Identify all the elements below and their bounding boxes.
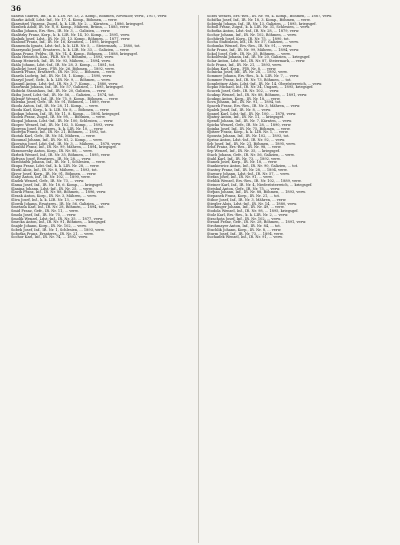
list-item: Slama Josef, Inf., IR. Nr. 18, 6. Komp., ... kriegsgef.: [11, 182, 103, 187]
list-item: Suchanek Wenzel, Inf., IR. Nr. 91, ... verw.: [207, 235, 283, 240]
list-item: Sohr Franz, Inf., IR. Nr. 99, Mähren, ... 1894, verw.: [207, 47, 300, 52]
list-item: Skoda Anton, Inf., IR. Nr. 28, 11. Komp., ... verw.: [11, 104, 99, 108]
list-item: Skolek Franz, Zugsf., IR. Nr. 98, ... Böhmen, ... verw.: [11, 115, 106, 120]
list-item: Stiegler Alois, Ldst.-Inf., IR. Nr. 14, ... 1880, verw.: [207, 201, 297, 206]
list-item: Spalek Josef, Inf., IR. Nr. 8, ... verw.: [207, 107, 272, 112]
list-item: Skopal Johann, Ldst.-Inf., IR. Nr. 100, Schlesien, ... verw.: [11, 119, 114, 123]
list-item: Sokolowski Johann, Inf., IR. Nr. 20, Galizien, ... kriegsgef.: [207, 55, 311, 60]
list-item: Strohmayer Anton, Inf., IR. Nr. 84, ... tot.: [207, 224, 281, 228]
list-item: Skaloud Franz, Inf., IR. Nr. 16, Kroatien, ... 1895, kriegsgef.: [11, 40, 119, 45]
list-item: Solnicka Josef, Inf., IR. Nr. 28, ... 1892, verw.: [207, 70, 288, 75]
list-item: Skibicki Stanislaus, Inf., IR. Nr. 20, Galizien, ... verw.: [11, 89, 107, 93]
list-item: Skaupil Anton, Ldst.-Inf., IR. Nr. 3, 7. Komp., ... 1880, verw.: [11, 81, 119, 86]
list-item: Srb Josef, Inf., IR. Nr. 21, Böhmen, ... 1895, verw.: [207, 141, 296, 146]
list-item: Sochůrek Josef, Korp., IR. Nr. 75, ... 1890, tot.: [207, 36, 290, 41]
list-item: Srba Franz, Ers.-Res., IR. Nr. 98, ... verw.: [207, 145, 282, 150]
list-item: Smrcka Anton, Inf., IR. Nr. 91, Böhmen, ... kriegsgef.: [11, 220, 107, 225]
list-item: Sonnleitner Alois, Ldst.-Inf., IR. Nr. 14, Oberösterreich, ... verw.: [207, 81, 323, 86]
list-item: Skopec Wenzel, Inf., IR. Nr. 102, 5. Komp., ... 1893, verw.: [11, 122, 115, 127]
list-item: Skoda Karl, Korp., k. k. LIR. Nr. 8, ... Böhmen, ... verw.: [11, 107, 110, 112]
list-item: Stehlik Wenzel, Ers.-Res., IR. Nr. 102, ... 1889, verw.: [207, 179, 302, 183]
list-item: Stastny Franz, Inf., IR. Nr. 28, ... 1894, verw.: [207, 167, 288, 172]
list-item: Sopko Michael, Inf., IR. Nr. 34, Ungarn, ... 1895, kriegsgef.: [207, 85, 314, 90]
list-item: Sliva Josef, Inf., k. k. LIR. Nr. 13, ... verw.: [11, 197, 86, 202]
list-item: Solar Anton, Ldst.-Inf., IR. Nr. 87, Steiermark, ... verw.: [207, 59, 306, 63]
list-item: Skarek Franz, Ersatzres., IR. Nr. 102, ... Böhmen, ... verw.: [11, 70, 116, 75]
list-item: Sokol Josef, Gefr., IR. Nr. 35, Böhmen, ... verw.: [207, 51, 291, 56]
list-item: Stawarz Johann, Ldst.-Inf., IR. Nr. 57, ... verw.: [207, 171, 290, 176]
list-item: Skamenda Ignatz, Ldst.-Inf., k. k. LIR. Nr. 5, ... Steiermark, ... 1880, tot.: [11, 44, 141, 48]
list-item: Soucek Josef, Gefr., IR. Nr. 102, ... verw.: [207, 89, 280, 93]
list-item: Skalka Johann, Ers.-Res., IR. Nr. 3, ... Galizien, ... verw.: [11, 29, 111, 33]
list-item: Skaryd Josef, Gefr., k. k. LIR. Nr. 9, ... Böhmen, ... verw.: [11, 77, 111, 82]
list-item: Stepan Johann, Inf., IR. Nr. 88, Böhmen, ... 1893, verw.: [207, 190, 306, 195]
list-item: Skalický Josef, Korp., FJB. Nr. 26, Böhmen, ... 1892, verw.: [11, 66, 115, 71]
list-item: Spousta Johann, Inf., IR. Nr. 102, ... 1893, tot.: [207, 134, 290, 138]
list-item: Skořepa Franz, Inf., IR. Nr. 21, Böhmen, ... 1892, tot.: [11, 130, 107, 135]
list-item: Stepanek Franz, Korp., IR. Nr. 21, ... tot.: [207, 194, 281, 198]
list-item: Spendl Johann, Inf., IR. Nr. 7, Kärnten, ... verw.: [207, 119, 293, 123]
list-item: Skarke Adolf, Ldst.-Inf., Nr. 17, 4. Komp., Böhmen, ... verw.: [11, 17, 118, 22]
list-item: Spinka Josef, Inf., IR. Nr. 75, Böhmen, ... verw.: [207, 126, 291, 131]
list-item: Soldan Karl, Korp., FJB. Nr. 8, ... verw.: [207, 66, 277, 71]
list-item: Soukup Wenzel, Inf., IR. Nr. 88, Böhmen, ... 1891, verw.: [207, 92, 308, 97]
list-item: Skoumal Johann, Inf., IR. Nr. 81, 2. Komp., ... verw.: [11, 137, 103, 142]
list-item: Spacek Franz, Ers.-Res., IR. Nr. 3, Mähren, ... verw.: [207, 104, 301, 108]
list-item: Skramovsky Anton, Korp., IR. Nr. 88, ... verw.: [11, 149, 93, 153]
list-item: Skála Johann, Ldst.-Inf., IR. Nr. 28, 3. Komp., ... 1881, tot.: [11, 62, 116, 67]
list-item: Skarda Ludwig, Inf., IR. Nr. 18, 1. Komp., ... 1890, verw.: [11, 74, 113, 78]
list-item: Skasa Franz, Feldw., IR. Nr. 74, 4. Komp., Böhmen, ... 1888, kriegsgef.: [11, 51, 138, 56]
list-item: Solc Franz, Inf., IR. Nr. 21, ... 1893, verw.: [207, 62, 282, 67]
list-item: Slabý Anton, Inf., IR. Nr. 102, ... 1890, verw.: [11, 175, 91, 180]
list-item: Sobieski Johann, Inf., IR. Nr. 13, Galizien, ... 1895, kriegsgef.: [207, 21, 317, 26]
list-item: Stejskal Anton, Gefr., IR. Nr. 75, ... verw.: [207, 186, 281, 191]
list-item: Slanina Johann, Ldst.-Inf., IR. Nr. 25, ... verw.: [11, 186, 93, 191]
list-item: Skrbek Wenzel, Inf., IR. Nr. 35, Böhmen, ... 1895, verw.: [11, 152, 111, 157]
list-item: Slezak Anton, Korp., IR. Nr. 3, Mähren, ... verw.: [11, 194, 97, 198]
list-item: Skiba Josef, Ldst.-Inf., IR. Nr. 56, ... Galizien, ... 1874, tot.: [11, 92, 115, 97]
list-item: Skokan Johann, Inf., IR. Nr. 11, 8. Komp., ... 1894, kriegsgef.: [11, 111, 121, 116]
list-item: Smola Josef, Inf., IR. Nr. 75, ... verw.: [11, 212, 77, 217]
list-item: Slavik Franz, Inf., IR. Nr. 88, Böhmen, ... 1896, verw.: [11, 190, 107, 195]
list-item: Skovajsa Josef, Ldst.-Inf., IR. Nr. 3, ... Mähren, ... 1878, verw.: [11, 141, 122, 146]
list-item: Skrabek Adolf, IR. Nr. 8, 8. Komp., Mähren, Brünn, ... 1885, verw.: [11, 25, 130, 30]
list-item: Spitzer Franz, Korp., k. k. LIR. Nr. 1, ... verw.: [207, 130, 289, 135]
list-item: Stockinger Johann, Inf., IR. Nr. 49, ... verw.: [207, 205, 285, 210]
list-item: Sobotka Franz, Ersatzres., IR. Nr. 21, ... verw.: [11, 231, 94, 236]
list-item: Skvor Josef, Korp., IR. Nr. 91, Böhmen, ... verw.: [11, 171, 97, 176]
list-item: Sodomka Wenzel, Ers.-Res., IR. Nr. 91, ... verw.: [207, 44, 293, 48]
list-item: Skarzynski Josef, Ersatzres., k. k. LIR. Nr. 33, ... Galizien, ... verw.: [11, 47, 130, 52]
list-item: Soboll Franz, Zugsf., k. k. LIR. Nr. 31, Schlesien, ... verw.: [207, 25, 310, 30]
list-item: Smolik Wenzel, Ldst.-Inf., IR. Nr. 35, ... 1877, verw.: [11, 216, 104, 221]
list-item: Sochor Johann, Inf., IR. Nr. 102, Böhmen, ... verw.: [207, 32, 297, 37]
list-item: Stefan Josef, Inf., IR. Nr. 91, ... verw.: [207, 175, 273, 180]
list-item: Smid Franz, Gefr., IR. Nr. 11, ... verw.: [11, 209, 79, 213]
list-item: Spatný Anton, Inf., IR. Nr. 11, ... kriegsgef.: [207, 115, 284, 120]
list-item: Spicka Wenzel, Gefr., IR. Nr. 28, ... 1890, verw.: [207, 122, 292, 127]
list-item: Sturm Josef, Inf., IR. Nr. 73, ... 1894, verw.: [207, 231, 284, 236]
list-item: Skaup Heinrich, Inf., IR. Nr. 93, Mähren, ... 1894, verw.: [11, 59, 112, 63]
list-item: Strachota Josef, Inf., IR. Nr. 102, ... verw.: [207, 216, 281, 221]
list-item: Skorepa Josef, Ersatzres., k. k. LIR. Nr. 10, ... verw.: [11, 126, 104, 131]
list-item: Skotak Karl, Gefr., IR. Nr. 54, Mähren, ... verw.: [11, 134, 96, 138]
list-item: Stahl Karl, Inf., IR. Nr. 73, ... 1892, verw.: [207, 156, 281, 161]
list-item: Srp Wenzel, Inf., IR. Nr. 35, ... kriegsgef.: [207, 149, 280, 153]
list-item: Skupa Franz, Ldst.-Inf., k. k. LIR. Nr. 28, ... verw.: [11, 164, 100, 168]
right-column: [207, 15, 385, 543]
list-item: Sommer Johann, Ers.-Res., k. k. LIR. Nr. 7, ... verw.: [207, 74, 300, 78]
list-item: Strnad Franz, Gefr., IR. Nr. 28, Böhmen, ... 1891, verw.: [207, 220, 307, 225]
list-item: Skawinski Johann, Inf., IR. Nr. 57, Galizien, ... 1895, kriegsgef.: [11, 85, 124, 90]
list-item: Sommer Franz, Inf., IR. Nr. 73, Böhmen, ... tot.: [207, 77, 292, 82]
list-item: Sobek Josef, Inf., IR. Nr. 1, Schlesien, ... 1893, verw.: [11, 227, 105, 232]
list-item: Skutil Alois, Inf., IR. Nr. 8, Mähren, ... 1893, tot.: [11, 167, 98, 172]
list-item: Snajdr Johann, Korp., IR. Nr. 102, ... verw.: [11, 224, 87, 228]
list-item: Steiner Karl, Inf., IR. Nr. 4, Niederösterreich, ... kriegsgef.: [207, 182, 313, 187]
list-item: Skřivan Josef, Ersatzres., IR. Nr. 28, ... verw.: [11, 156, 92, 161]
list-item: Sochor Karl, Inf., IR. Nr. 74, ... 1892, verw.: [11, 235, 88, 240]
left-column: [11, 15, 189, 543]
list-item: Sobotka Anton, Ldst.-Inf., IR. Nr. 28, ... 1879, verw.: [207, 29, 300, 33]
list-item: Skala Heinrich, Kan., FKR. Nr. 9, Böhmen, ... 1893, verw.: [11, 55, 115, 60]
list-item: Slowik Johann, Ersatzres., IR. Nr. 56, Galizien, ... verw.: [11, 201, 111, 206]
column-divider: [198, 15, 199, 543]
list-item: Skrabal Franz, Inf., IR. Nr. 99, Mähren, ... 1894, kriegsgef.: [11, 145, 117, 150]
list-item: Skrobánek Johann, Inf., IR. Nr. 1, Schlesien, ... verw.: [11, 160, 106, 165]
list-item: Skalitzky Franz, Korp., k. k. LIR. Nr. 14, 10. Komp., ... 1891, verw.: [11, 32, 130, 37]
list-item: Stodola Wenzel, Inf., IR. Nr. 98, ... 1895, kriegsgef.: [207, 209, 299, 213]
list-item: Sprinz Anton, Ldst.-Inf., IR. Nr. 92, ... verw.: [207, 137, 286, 142]
list-item: Sladek Wenzel, Gefr., IR. Nr. 73, ... verw.: [11, 179, 85, 183]
list-item: Sobička Josef, Inf., IR. Nr. 18, 3. Komp., Böhmen, ... verw.: [207, 17, 311, 22]
list-item: Smetana Karl, Inf., IR. Nr. 28, Böhmen, ... 1894, tot.: [11, 205, 105, 210]
list-item: Skarnitzel Vinzenz, Zugsf., k. k. LIR. Nr. 2, ... Kärnten, ... 1886, kriegsgef.: [11, 21, 144, 26]
list-item: Sklenka Josef, Gefr., IR. Nr. 91, Böhmen, ... 1889, verw.: [11, 100, 111, 105]
list-item: Spanel Karl, Ldst.-Inf., IR. Nr. 100, ... 1878, verw.: [207, 111, 297, 116]
list-item: Stuchlik Johann, Korp., IR. Nr. 8, ... verw.: [207, 227, 282, 232]
list-item: Stach Johann, Gefr., IR. Nr. 56, Galizien, ... verw.: [207, 152, 295, 157]
list-item: Skalnik Josef, Ldst., IR. Nr. 35, 13. Komp., Böhmen, ... 1877, verw.: [11, 36, 131, 41]
list-item: Stanek Josef, Korp., IR. Nr. 18, ... verw.: [207, 160, 278, 165]
list-item: Stibor Josef, Inf., IR. Nr. 3, Mähren, ... verw.: [207, 197, 287, 202]
list-item: Stankiewicz Anton, Inf., IR. Nr. 90, Galizien, ... tot.: [207, 164, 299, 168]
list-item: Stolz Karl, Ers.-Res., k. k. LIR. Nr. 2, ... verw.: [207, 212, 289, 217]
list-item: Sobel Wenzel, Ers.-Res., IR. Nr. 98, 4. Komp., Böhmen, ... 1887, verw.: [207, 15, 333, 18]
list-item: Skarda Gabriel, Inf., k. k. L.IR. Nr. 13, 2. Komp., Böhmen, Neveklov, verw., 1917, verw.: [11, 15, 168, 18]
page-number: 36: [11, 4, 22, 13]
list-item: Sova Johann, Inf., IR. Nr. 91, ... 1894, tot.: [207, 100, 282, 105]
list-item: Soukup Anton, Korp., IR. Nr. 18, ... verw.: [207, 96, 281, 101]
list-item: Sklenář Wenzel, Inf., IR. Nr. 75, 9. Komp., Böhmen, ... verw.: [11, 96, 119, 101]
list-item: Socha Stanislaus, Inf., IR. Nr. 57, Galizien, ... verw.: [207, 40, 299, 45]
